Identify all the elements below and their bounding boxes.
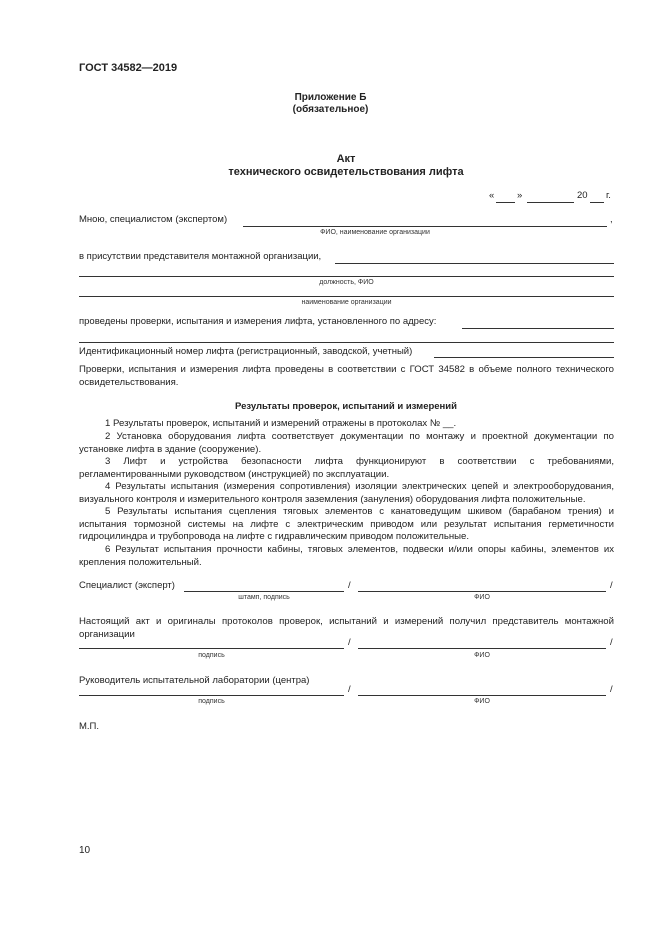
presence-label: в присутствии представителя монтажной организации, <box>79 251 322 262</box>
seal-mark: М.П. <box>79 721 100 732</box>
conformity-text: Проверки, испытания и измерения лифта проведены в соответствии с ГОСТ 34582 в объеме полного технического освидетельствования. <box>79 364 614 388</box>
year-prefix: 20 <box>577 190 588 201</box>
specialist-signature-field[interactable] <box>184 591 344 592</box>
separator: / <box>610 684 613 695</box>
fio-caption: ФИО <box>474 652 490 659</box>
appendix-subtitle: (обязательное) <box>292 104 369 115</box>
appendix-title: Приложение Б <box>294 92 367 103</box>
result-item: 4 Результаты испытания (измерения сопротивления) изоляции электрических цепей и электрооборудования, визуального контроля и измерительного контроля заземления (зануления) оборудования лифта положительные. <box>79 481 614 505</box>
presence-field[interactable] <box>335 263 614 264</box>
separator: / <box>610 637 613 648</box>
organization-field[interactable] <box>79 296 614 297</box>
signature-caption: подпись <box>198 698 225 705</box>
result-item: 3 Лифт и устройства безопасности лифта функционируют в соответствии с требованиями, регламентированными руководством (инструкцией) по эксплуатации. <box>79 456 614 480</box>
address-label: проведены проверки, испытания и измерения лифта, установленного по адресу: <box>79 316 437 327</box>
result-item: 2 Установка оборудования лифта соответствует документации по монтажу и проектной документации по установке лифта в здание (сооружение). <box>79 431 614 455</box>
address-field[interactable] <box>462 328 614 329</box>
receiver-signature-field[interactable] <box>79 648 344 649</box>
stamp-caption: штамп, подпись <box>238 594 290 601</box>
separator: / <box>348 580 351 591</box>
specialist-field[interactable] <box>243 226 607 227</box>
lab-head-signature-field[interactable] <box>79 695 344 696</box>
received-text: Настоящий акт и оригиналы протоколов проверок, испытаний и измерений получил представитель монтажной организации <box>79 616 614 640</box>
year-field[interactable] <box>590 202 604 203</box>
comma: , <box>610 214 613 225</box>
id-label: Идентификационный номер лифта (регистрационный, заводской, учетный) <box>79 346 413 357</box>
act-subtitle: технического освидетельствования лифта <box>228 166 464 178</box>
signature-caption: подпись <box>198 652 225 659</box>
results-title: Результаты проверок, испытаний и измерений <box>235 401 457 412</box>
fio-caption: ФИО <box>474 594 490 601</box>
close-quote: » <box>517 190 523 201</box>
separator: / <box>610 580 613 591</box>
open-quote: « <box>489 190 495 201</box>
month-field[interactable] <box>527 202 574 203</box>
receiver-fio-field[interactable] <box>358 648 606 649</box>
specialist-label: Мною, специалистом (экспертом) <box>79 214 228 225</box>
lab-head-fio-field[interactable] <box>358 695 606 696</box>
separator: / <box>348 637 351 648</box>
lab-head-label: Руководитель испытательной лаборатории (центра) <box>79 675 310 686</box>
result-item: 1 Результаты проверок, испытаний и измерений отражены в протоколах № __. <box>105 418 457 429</box>
year-suffix: г. <box>606 190 611 201</box>
position-caption: должность, ФИО <box>319 279 374 286</box>
presence-field-2[interactable] <box>79 276 614 277</box>
page-number: 10 <box>79 845 91 856</box>
organization-caption: наименование организации <box>301 299 392 306</box>
standard-header: ГОСТ 34582—2019 <box>79 62 178 74</box>
specialist-caption: ФИО, наименование организации <box>320 229 430 236</box>
result-item: 5 Результаты испытания сцепления тяговых элементов с канатоведущим шкивом (барабаном трения) и испытания тормозной системы на лифте с электрическим приводом или результат испытания герметичности гидроцилиндра и трубопровода на лифте с гидравлическим приводом положительные. <box>79 506 614 542</box>
specialist-fio-field[interactable] <box>358 591 606 592</box>
specialist-signature-label: Специалист (эксперт) <box>79 580 175 591</box>
act-title: Акт <box>336 153 356 165</box>
separator: / <box>348 684 351 695</box>
id-field[interactable] <box>434 357 614 358</box>
fio-caption: ФИО <box>474 698 490 705</box>
day-field[interactable] <box>496 202 515 203</box>
address-field-2[interactable] <box>79 342 614 343</box>
result-item: 6 Результат испытания прочности кабины, тяговых элементов, подвески и/или опоры кабины, элементов их крепления положительный. <box>79 544 614 568</box>
